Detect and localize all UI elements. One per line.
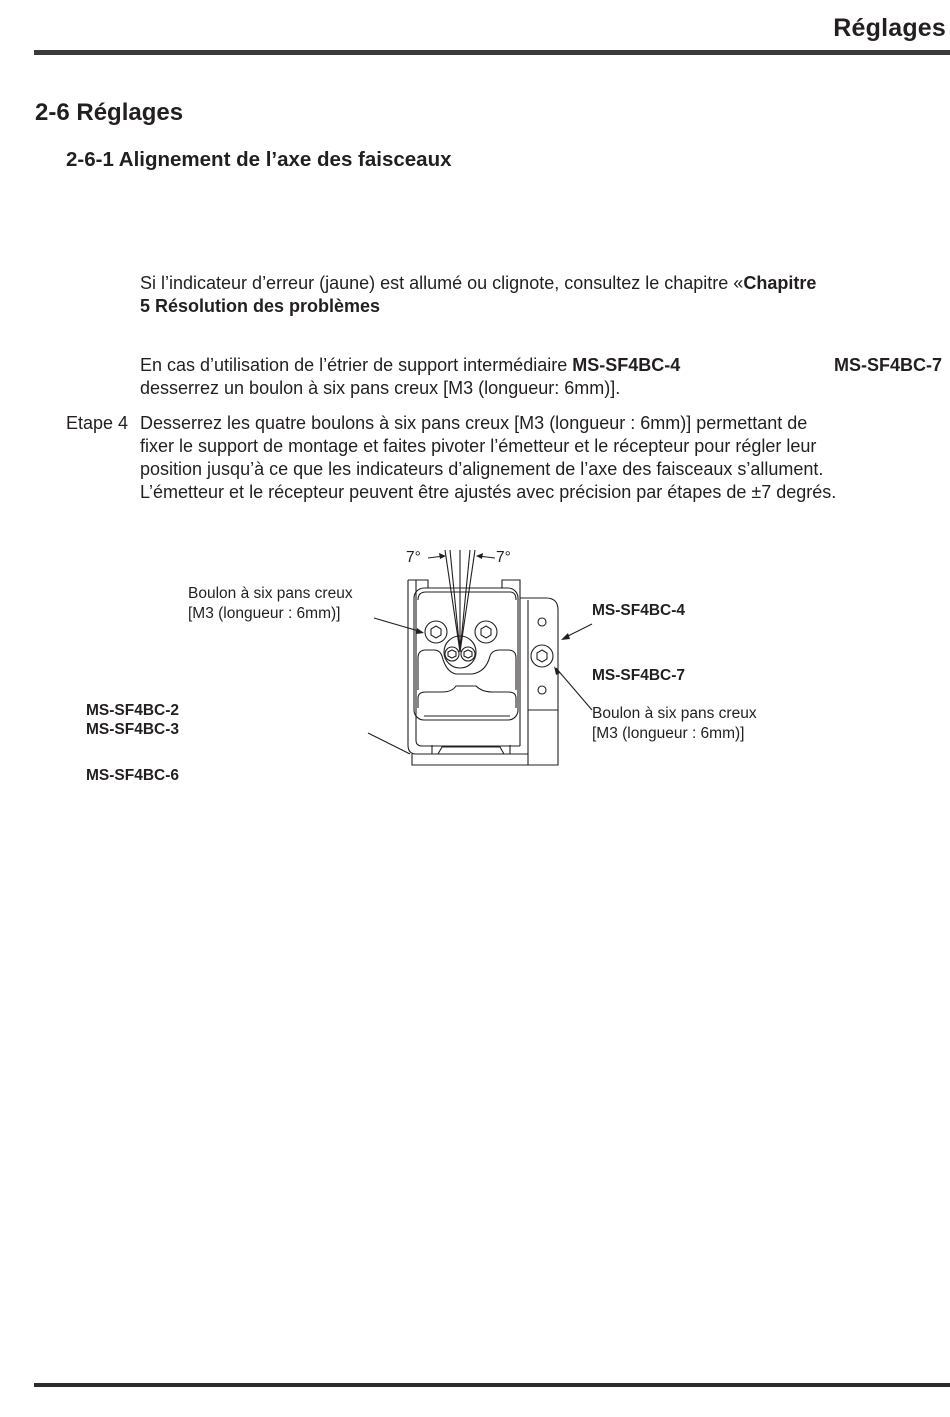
paragraph-intermediate-bracket [140, 354, 946, 400]
bolt-label-line: [M3 (longueur : 6mm)] [188, 605, 341, 622]
step-line: position jusqu’à ce que les indicateurs d’alignement de l’axe des faisceaux s’allument. [140, 459, 824, 479]
model-label-7: MS-SF4BC-7 [592, 667, 686, 684]
angle-label-right: 7° [496, 549, 511, 566]
model-label-3: MS-SF4BC-3 [86, 721, 180, 738]
bolt-icons [425, 618, 553, 694]
bolt-label-line: [M3 (longueur : 6mm)] [592, 725, 745, 742]
paragraph-text: En cas d’utilisation de l’étrier de support intermédiaire [140, 355, 573, 375]
angle-arrows [428, 553, 495, 559]
angle-label-left: 7° [406, 549, 421, 566]
model-label-2: MS-SF4BC-2 [86, 702, 180, 719]
paragraph-error-indicator [140, 272, 946, 318]
model-reference: MS-SF4BC-4 [572, 355, 681, 375]
step-label: Etape 4 [66, 413, 129, 433]
header-title: Réglages [833, 14, 946, 42]
beam-axis-lines [445, 550, 475, 652]
section-title: 2-6 Réglages [35, 99, 184, 126]
model-label-4: MS-SF4BC-4 [592, 602, 686, 619]
step-line: L’émetteur et le récepteur peuvent être ajustés avec précision par étapes de ±7 degrés. [140, 482, 837, 502]
bracket-diagram [360, 540, 610, 775]
subsection-title: 2-6-1 Alignement de l’axe des faisceaux [66, 148, 452, 171]
step-4-text [140, 412, 946, 504]
header-rule [34, 50, 950, 55]
footer-rule [34, 1383, 950, 1387]
bolt-label-line: Boulon à six pans creux [592, 705, 757, 722]
bolt-label-line: Boulon à six pans creux [188, 585, 353, 602]
bolt-label-right [592, 704, 757, 744]
chapter-reference: Chapitre [743, 273, 817, 293]
step-line: Desserrez les quatre boulons à six pans creux [M3 (longueur : 6mm)] permettant de [140, 413, 808, 433]
chapter-reference-title: 5 Résolution des problèmes [140, 296, 381, 316]
paragraph-text: Si l’indicateur d’erreur (jaune) est allumé ou clignote, consultez le chapitre « [140, 273, 744, 293]
bolt-label-left [188, 584, 353, 624]
model-reference: MS-SF4BC-7 [833, 355, 942, 375]
model-label-6: MS-SF4BC-6 [86, 767, 180, 784]
mounting-bracket [408, 580, 558, 765]
step-line: fixer le support de montage et faites pivoter l’émetteur et le récepteur pour régler leur [140, 436, 817, 456]
paragraph-text: desserrez un boulon à six pans creux [M3 (longueur: 6mm)]. [140, 378, 621, 398]
